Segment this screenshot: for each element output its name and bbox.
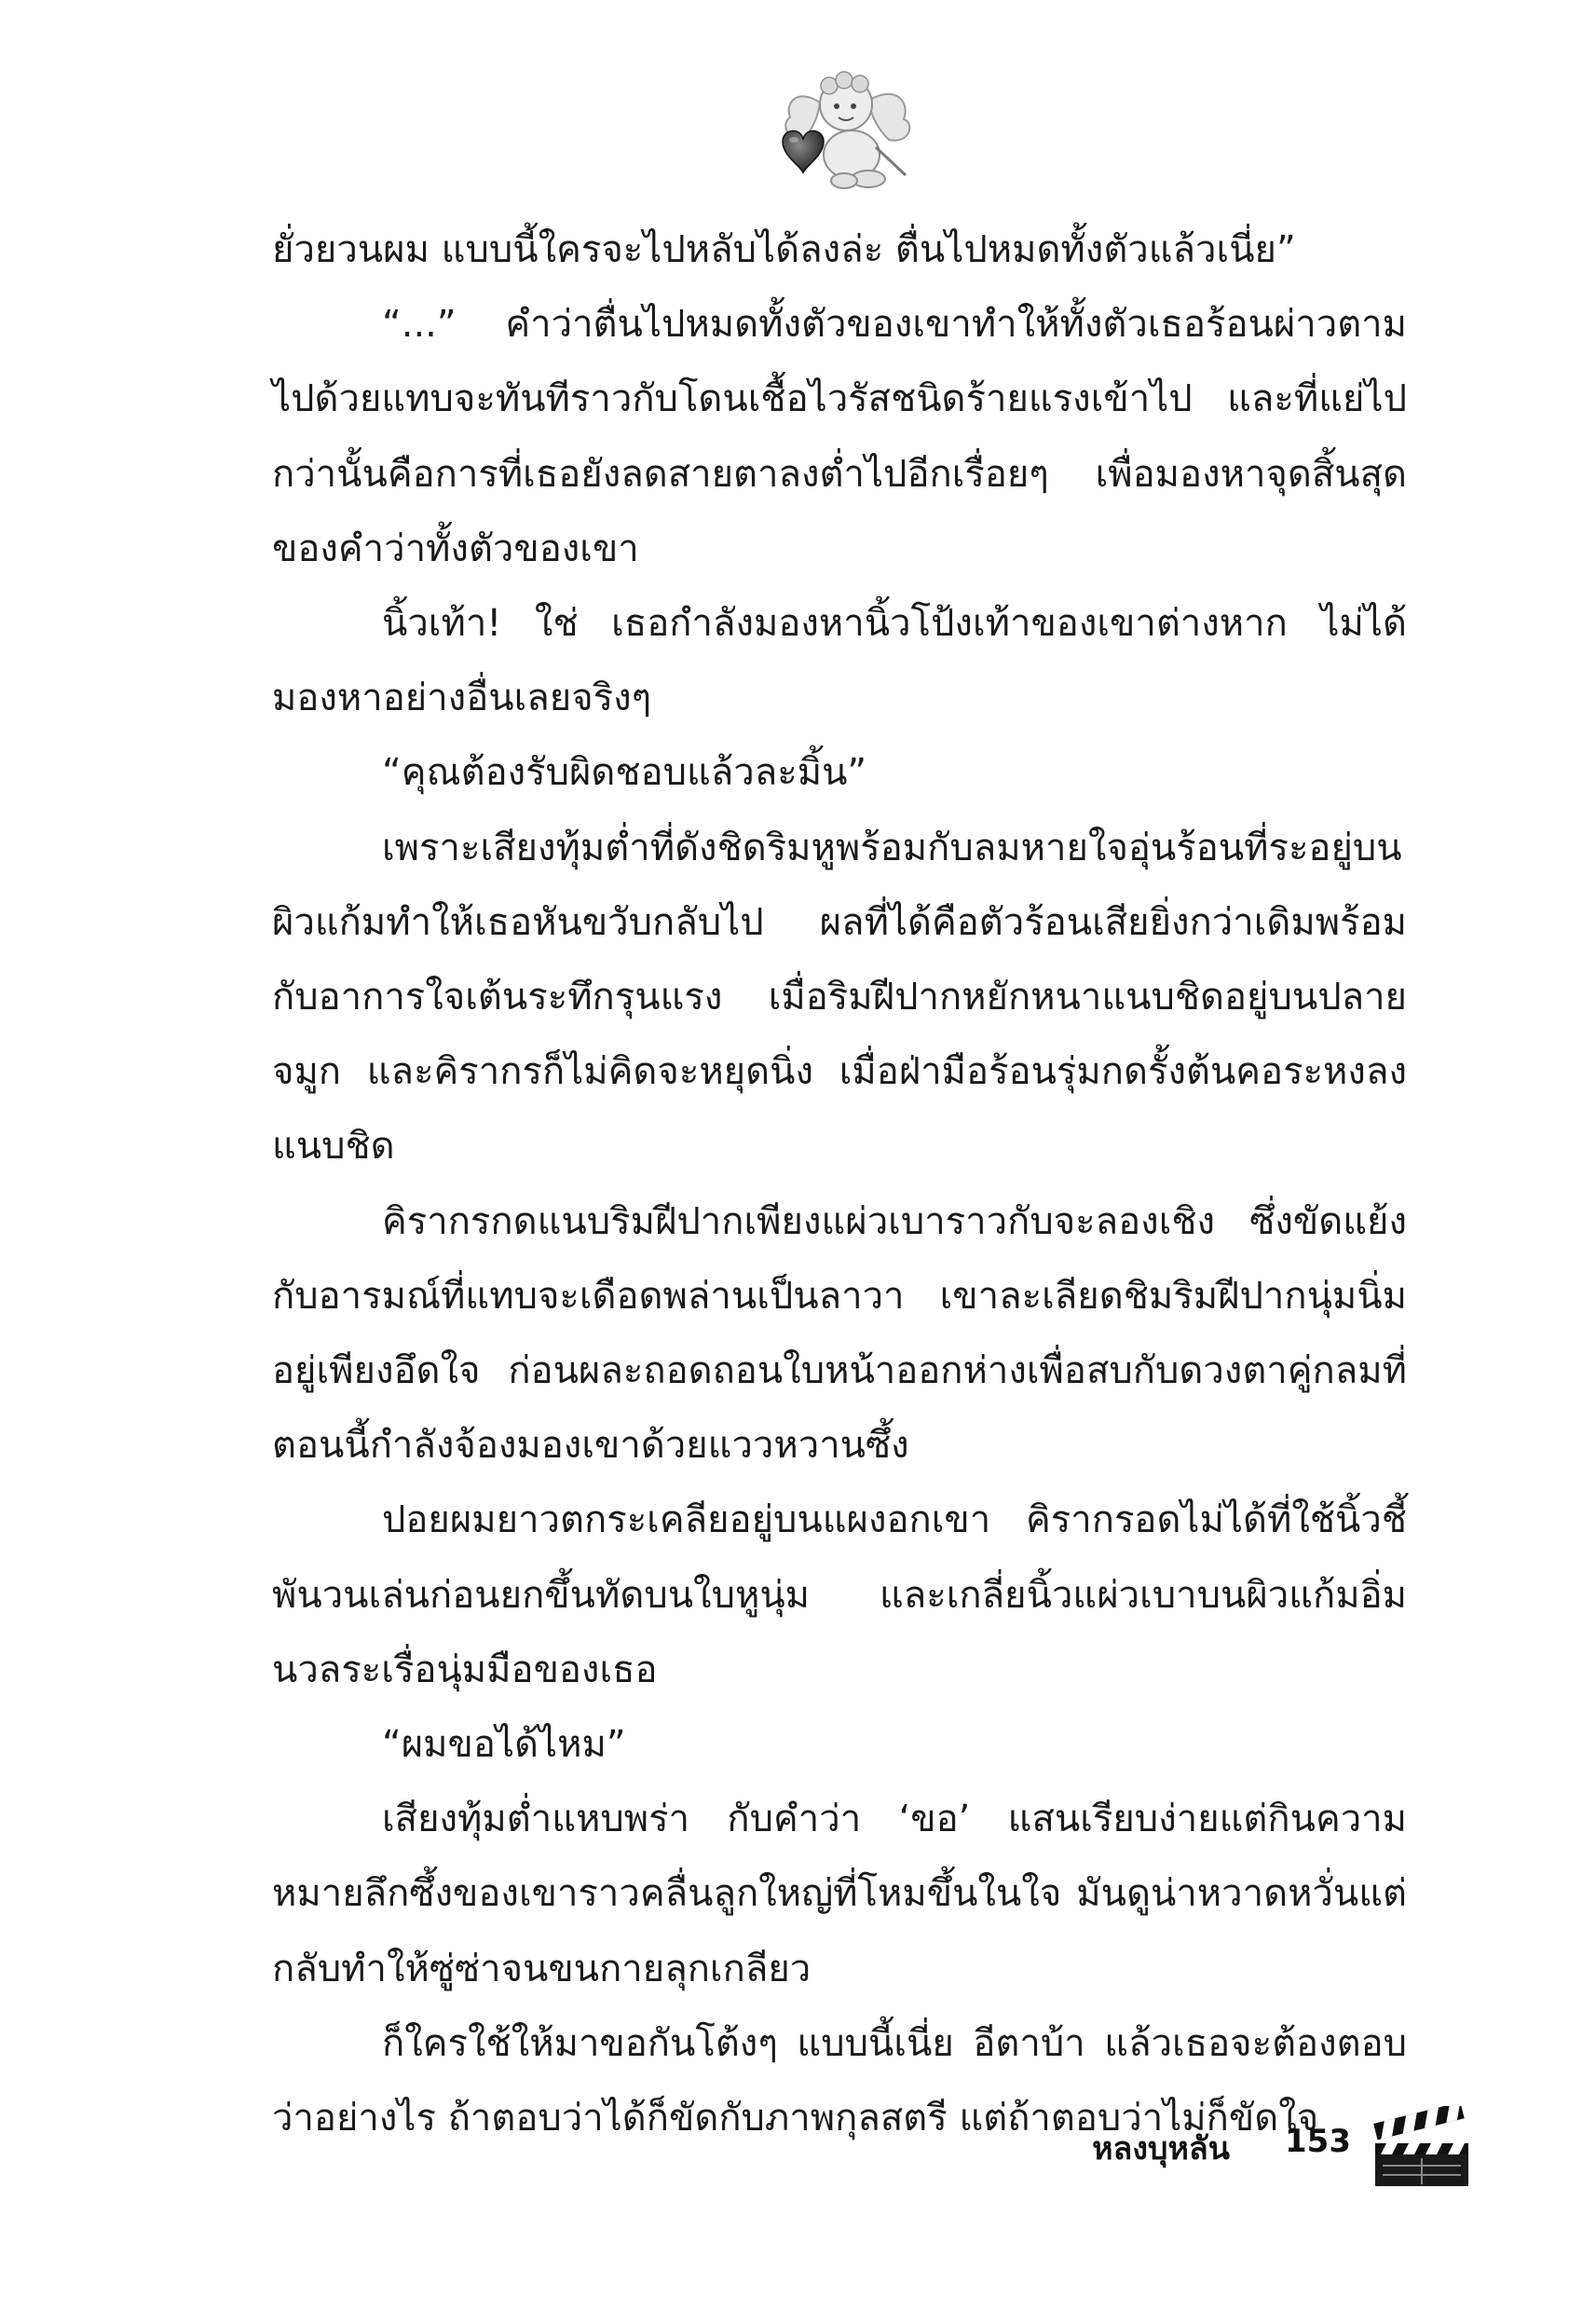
paragraph: เพราะเสียงทุ้มต่ำที่ดังชิดริมหูพร้อมกับลมหายใจอุ่นร้อนที่ระอยู่บนผิวแก้มทำให้เธอหันขวับกลับไป ผลที่ได้คือตัวร้อนเสียยิ่งกว่าเดิมพร้อมกับอาการใจเต้นระทึกรุนแรง เมื่อริมฝีปากหยักหนาแนบชิดอยู่บนปลายจมูก และคิรากรก็ไม่คิดจะหยุดนิ่ง เมื่อฝ่ามือร้อนรุ่มกดรั้งต้นคอระหงลงแนบชิด [272, 826, 1407, 1169]
paragraph: นิ้วเท้า! ใช่ เธอกำลังมองหานิ้วโป้งเท้าของเขาต่างหาก ไม่ได้มองหาอย่างอื่นเลยจริงๆ [272, 602, 1407, 720]
paragraph: ก็ใครใช้ให้มาขอกันโต้งๆ แบบนี้เนี่ย อีตาบ้า แล้วเธอจะต้องตอบว่าอย่างไร ถ้าตอบว่าได้ก็ขัดกับภาพกุลสตรี แต่ถ้าตอบว่าไม่ก็ขัดใจ [272, 2021, 1407, 2140]
paragraph: คิรากรกดแนบริมฝีปากเพียงแผ่วเบาราวกับจะลองเชิง ซึ่งขัดแย้งกับอารมณ์ที่แทบจะเดือดพล่านเป็นลาวา เขาละเลียดชิมริมฝีปากนุ่มนิ่มอยู่เพียงอึดใจ ก่อนผละถอดถอนใบหน้าออกห่างเพื่อสบกับดวงตาคู่กลมที่ตอนนี้กำลังจ้องมองเขาด้วยแววหวานซึ้ง [272, 1199, 1407, 1468]
paragraph: “...” คำว่าตื่นไปหมดทั้งตัวของเขาทำให้ทั้งตัวเธอร้อนผ่าวตามไปด้วยแทบจะทันทีราวกับโดนเชื้อไวรัสชนิดร้ายแรงเข้าไป และที่แย่ไปกว่านั้นคือการที่เธอยังลดสายตาลงต่ำไปอีกเรื่อยๆ เพื่อมองหาจุดสิ้นสุดของคำว่าทั้งตัวของเขา [272, 303, 1407, 570]
body-text [272, 212, 1407, 2155]
paragraph: ยั่วยวนผม แบบนี้ใครจะไปหลับได้ลงล่ะ ตื่นไปหมดทั้งตัวแล้วเนี่ย” [272, 228, 1296, 271]
paragraph: “คุณต้องรับผิดชอบแล้วละมิ้น” [382, 751, 867, 795]
book-title: หลงบุหลัน [1092, 2130, 1230, 2167]
clapperboard-icon [1370, 2106, 1472, 2190]
page-footer [1062, 2106, 1472, 2190]
page-number: 153 [1285, 2123, 1351, 2160]
paragraph: “ผมขอได้ไหม” [382, 1723, 626, 1767]
cupid-heart-icon [775, 65, 915, 196]
paragraph: เสียงทุ้มต่ำแหบพร่า กับคำว่า ‘ขอ’ แสนเรียบง่ายแต่กินความหมายลึกซึ้งของเขาราวคลื่นลูกใหญ่ที่โหมขึ้นในใจ มันดูน่าหวาดหวั่นแต่กลับทำให้ซู่ซ่าจนขนกายลุกเกลียว [272, 1798, 1407, 1990]
paragraph: ปอยผมยาวตกระเคลียอยู่บนแผงอกเขา คิรากรอดไม่ได้ที่ใช้นิ้วชี้พันวนเล่นก่อนยกขึ้นทัดบนใบหูนุ่ม และเกลี่ยนิ้วแผ่วเบาบนผิวแก้มอิ่มนวลระเรื่อนุ่มมือของเธอ [272, 1498, 1407, 1691]
